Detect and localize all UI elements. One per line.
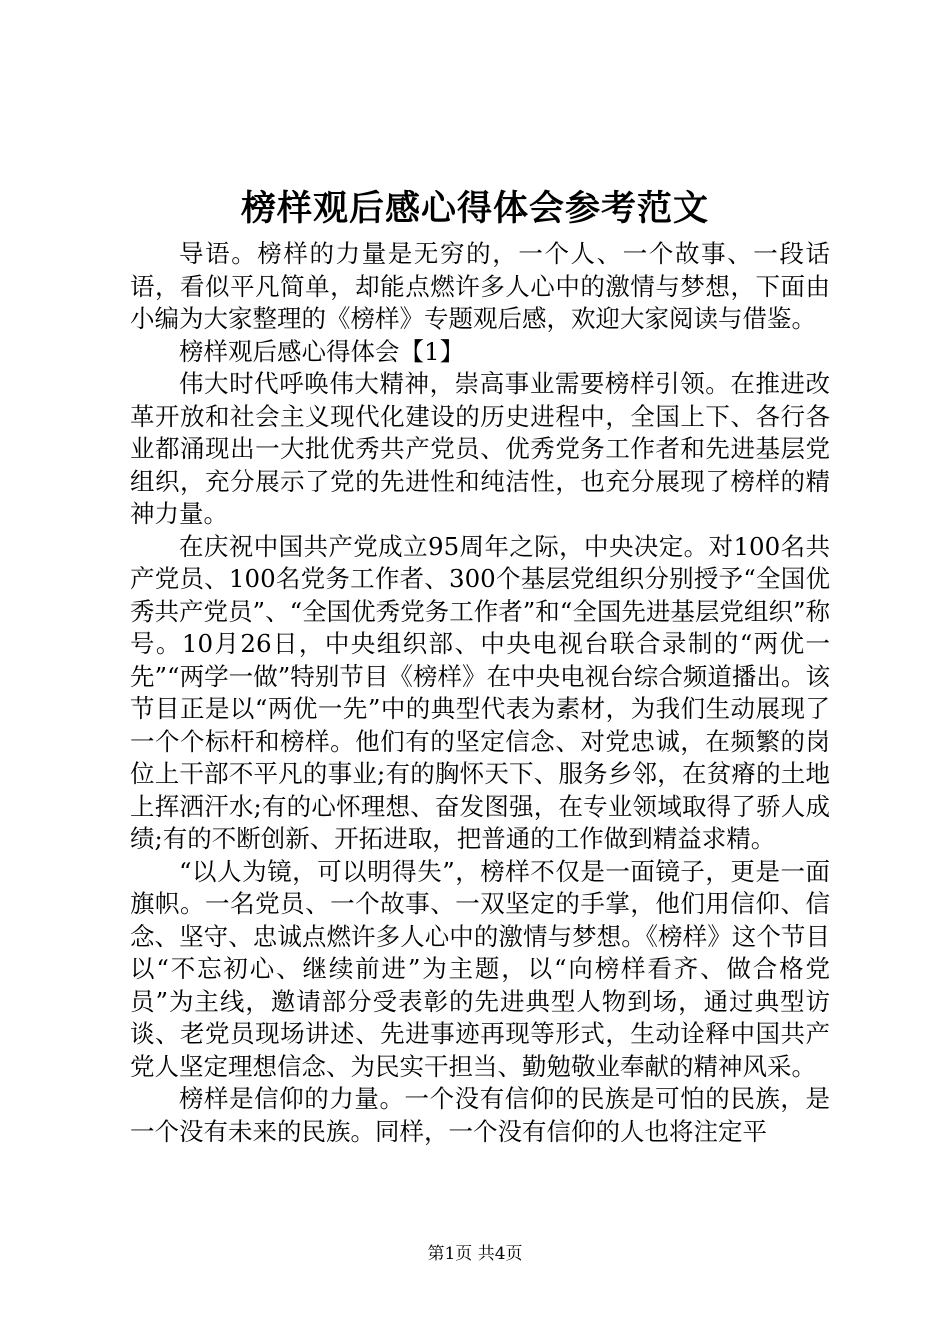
body-paragraph-2: 在庆祝中国共产党成立95周年之际，中央决定。对100名共产党员、100名党务工作者、300个基层党组织分别授予“全国优秀共产党员”、“全国优秀党务工作者”和“全国先进基层党组织”称号。10月26日，中央组织部、中央电视台联合录制的“两优一先”“两学一做”特别节目《榜样》在中央电视台综合频道播出。该节目正是以“两优一先”中的典型代表为素材，为我们生动展现了一个个标杆和榜样。他们有的坚定信念、对党忠诚，在频繁的岗位上干部不平凡的事业;有的胸怀天下、服务乡邻，在贫瘠的土地上挥洒汗水;有的心怀理想、奋发图强，在专业领域取得了骄人成绩;有的不断创新、开拓进取，把普通的工作做到精益求精。 — [130, 531, 830, 853]
intro-paragraph: 导语。榜样的力量是无穷的，一个人、一个故事、一段话语，看似平凡简单，却能点燃许多人心中的激情与梦想，下面由小编为大家整理的《榜样》专题观后感，欢迎大家阅读与借鉴。 — [130, 239, 830, 333]
document-body — [130, 238, 830, 1148]
page-number-footer: 第1页 共4页 — [427, 1244, 523, 1264]
body-paragraph-1: 伟大时代呼唤伟大精神，崇高事业需要榜样引领。在推进改革开放和社会主义现代化建设的历史进程中，全国上下、各行各业都涌现出一大批优秀共产党员、优秀党务工作者和先进基层党组织，充分展示了党的先进性和纯洁性，也充分展现了榜样的精神力量。 — [130, 369, 830, 528]
document-title: 榜样观后感心得体会参考范文 — [240, 188, 709, 229]
body-paragraph-4: 榜样是信仰的力量。一个没有信仰的民族是可怕的民族，是一个没有未来的民族。同样，一个没有信仰的人也将注定平 — [130, 1084, 830, 1146]
body-paragraph-3: “以人为镜，可以明得失”，榜样不仅是一面镜子，更是一面旗帜。一名党员、一个故事、一双坚定的手掌，他们用信仰、信念、坚守、忠诚点燃许多人心中的激情与梦想。《榜样》这个节目以“不忘初心、继续前进”为主题，以“向榜样看齐、做合格党员”为主线，邀请部分受表彰的先进典型人物到场，通过典型访谈、老党员现场讲述、先进事迹再现等形式，生动诠释中国共产党人坚定理想信念、为民实干担当、勤勉敬业奉献的精神风采。 — [130, 856, 830, 1081]
section-heading: 榜样观后感心得体会【1】 — [179, 336, 465, 366]
